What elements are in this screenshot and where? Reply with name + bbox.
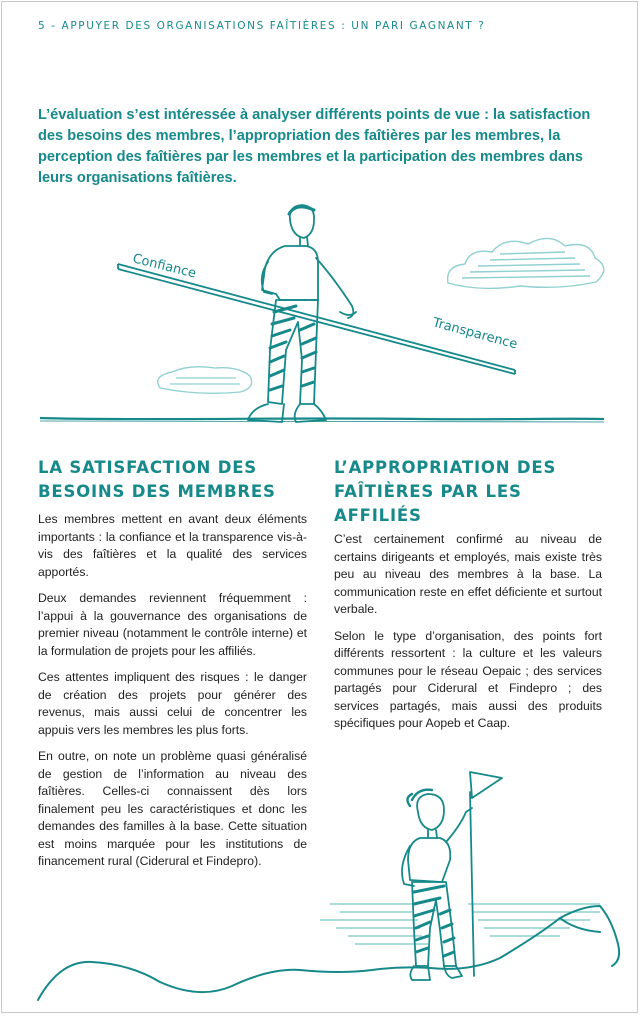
- paragraph: En outre, on note un problème quasi généralisé de gestion de l’information au niveau des faîtières. Celles-ci connaissent dès lors finalement peu les caractéristiques et donc les demandes des familles à la base. Cette situation est moins marquée pour les institutions de financement rural (Ciderural et Findepro).: [38, 749, 307, 868]
- paragraph: Selon le type d’organisation, des points fort différents ressortent : la culture et les valeurs communes pour le réseau Oepaic ; des services partagés pour Ciderural et Findepro ; des services partagés, mais aussi des produits spécifiques pour Aopeb et Caap.: [334, 628, 602, 730]
- paragraph: Ces attentes impliquent des risques : le danger de création des projets pour générer des revenus, mais aussi celui de concentrer les appuis vers les membres les plus forts.: [38, 670, 307, 737]
- heading-satisfaction: LA SATISFACTION DES BESOINS DES MEMBRES: [38, 458, 276, 501]
- heading-appropriation: L’APPROPRIATION DES FAÎTIÈRES PAR LES AFFILIÉS: [334, 458, 557, 525]
- paragraph: C’est certainement confirmé au niveau de certains dirigeants et employés, mais existe très peu au niveau des membres à la base. La communication reste en effet déficiente et surtout verbale.: [334, 532, 602, 616]
- transparence-label: Transparence: [430, 315, 519, 353]
- cloud-icon: [158, 367, 252, 394]
- cloud-icon: [448, 238, 604, 288]
- running-title: 5 - APPUYER DES ORGANISATIONS FAÎTIÈRES : UN PARI GAGNANT ?: [38, 20, 486, 32]
- left-column: [38, 511, 307, 880]
- intro-paragraph: L’évaluation s’est intéressée à analyser différents points de vue : la satisfaction des besoins des membres, l’appropriation des faîtières par les membres, la perception des faîtières par les membres et la participation des membres dans leurs organisations faîtières.: [38, 107, 591, 186]
- confiance-label: Confiance: [131, 251, 198, 282]
- tightrope-illustration: [0, 0, 641, 440]
- paragraph: Les membres mettent en avant deux éléments importants : la confiance et la transparence vis-à-vis des faîtières et la qualité des services apportés.: [38, 512, 307, 579]
- paragraph: Deux demandes reviennent fréquemment : l’appui à la gouvernance des organisations de premier niveau (notamment le contrôle interne) et la formulation de projets pour les affiliés.: [38, 591, 307, 658]
- right-column: [334, 531, 602, 742]
